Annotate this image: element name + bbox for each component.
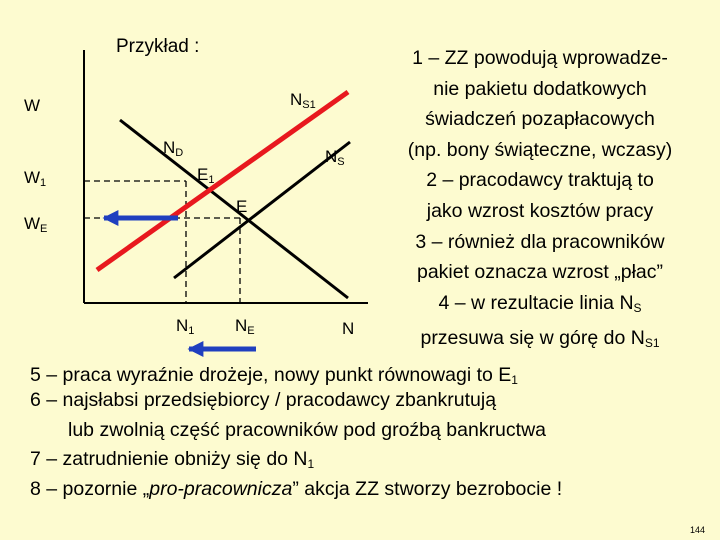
point-6-line-2: lub zwolnią część pracowników pod groźbą bankructwa bbox=[68, 419, 546, 441]
point-8: 8 – pozornie „pro-pracownicza” akcja ZZ stworzy bezrobocie ! bbox=[30, 478, 563, 500]
n1-label: $N_1$ bbox=[176, 316, 195, 337]
e-label: E bbox=[236, 197, 248, 216]
slide-title: Przykład : bbox=[116, 36, 200, 57]
point-3-line-1: 3 – również dla pracowników bbox=[415, 230, 665, 253]
point-1-line-4: (np. bony świąteczne, wczasy) bbox=[407, 138, 673, 161]
point-2-line-1: 2 – pracodawcy traktują to bbox=[426, 169, 654, 192]
point-2-line-2: jako wzrost kosztów pracy bbox=[426, 199, 654, 222]
point-7: 7 – zatrudnienie obniży się do $N_1$ bbox=[30, 448, 315, 471]
point-6-line-1: 6 – najsłabsi przedsiębiorcy / pracodawcy zbankrutują bbox=[30, 389, 497, 411]
demand-curve-nd bbox=[120, 120, 348, 298]
supply-curve-ns bbox=[174, 142, 350, 278]
point-4-line-2: przesuwa się w górę do $N_{S1}$ bbox=[420, 327, 660, 351]
ns-label: $N_S$ bbox=[325, 147, 345, 168]
point-4-line-1: 4 – w rezultacie linia $N_S$ bbox=[438, 291, 642, 315]
point-1-line-1: 1 – ZZ powodują wprowadze- bbox=[412, 47, 668, 69]
point-5: 5 – praca wyraźnie drożeje, nowy punkt równowagi to $E_1$ bbox=[30, 364, 518, 387]
nd-label: $N_D$ bbox=[163, 138, 184, 159]
ne-label: $N_E$ bbox=[235, 316, 255, 337]
n-axis-label: N bbox=[342, 319, 355, 338]
e1-label: $E_1$ bbox=[197, 165, 215, 186]
point-1-line-3: świadczeń pozapłacowych bbox=[425, 108, 655, 131]
page-number: 144 bbox=[690, 525, 706, 535]
w1-label: $W_1$ bbox=[24, 168, 47, 189]
w-axis-label: W bbox=[24, 96, 41, 115]
we-label: $W_E$ bbox=[24, 214, 48, 235]
ns1-label: $N_{S1}$ bbox=[290, 90, 316, 111]
point-3-line-2: pakiet oznacza wzrost „płac” bbox=[416, 261, 664, 284]
point-1-line-2: nie pakietu dodatkowych bbox=[433, 77, 647, 100]
explanation-right bbox=[370, 43, 710, 359]
